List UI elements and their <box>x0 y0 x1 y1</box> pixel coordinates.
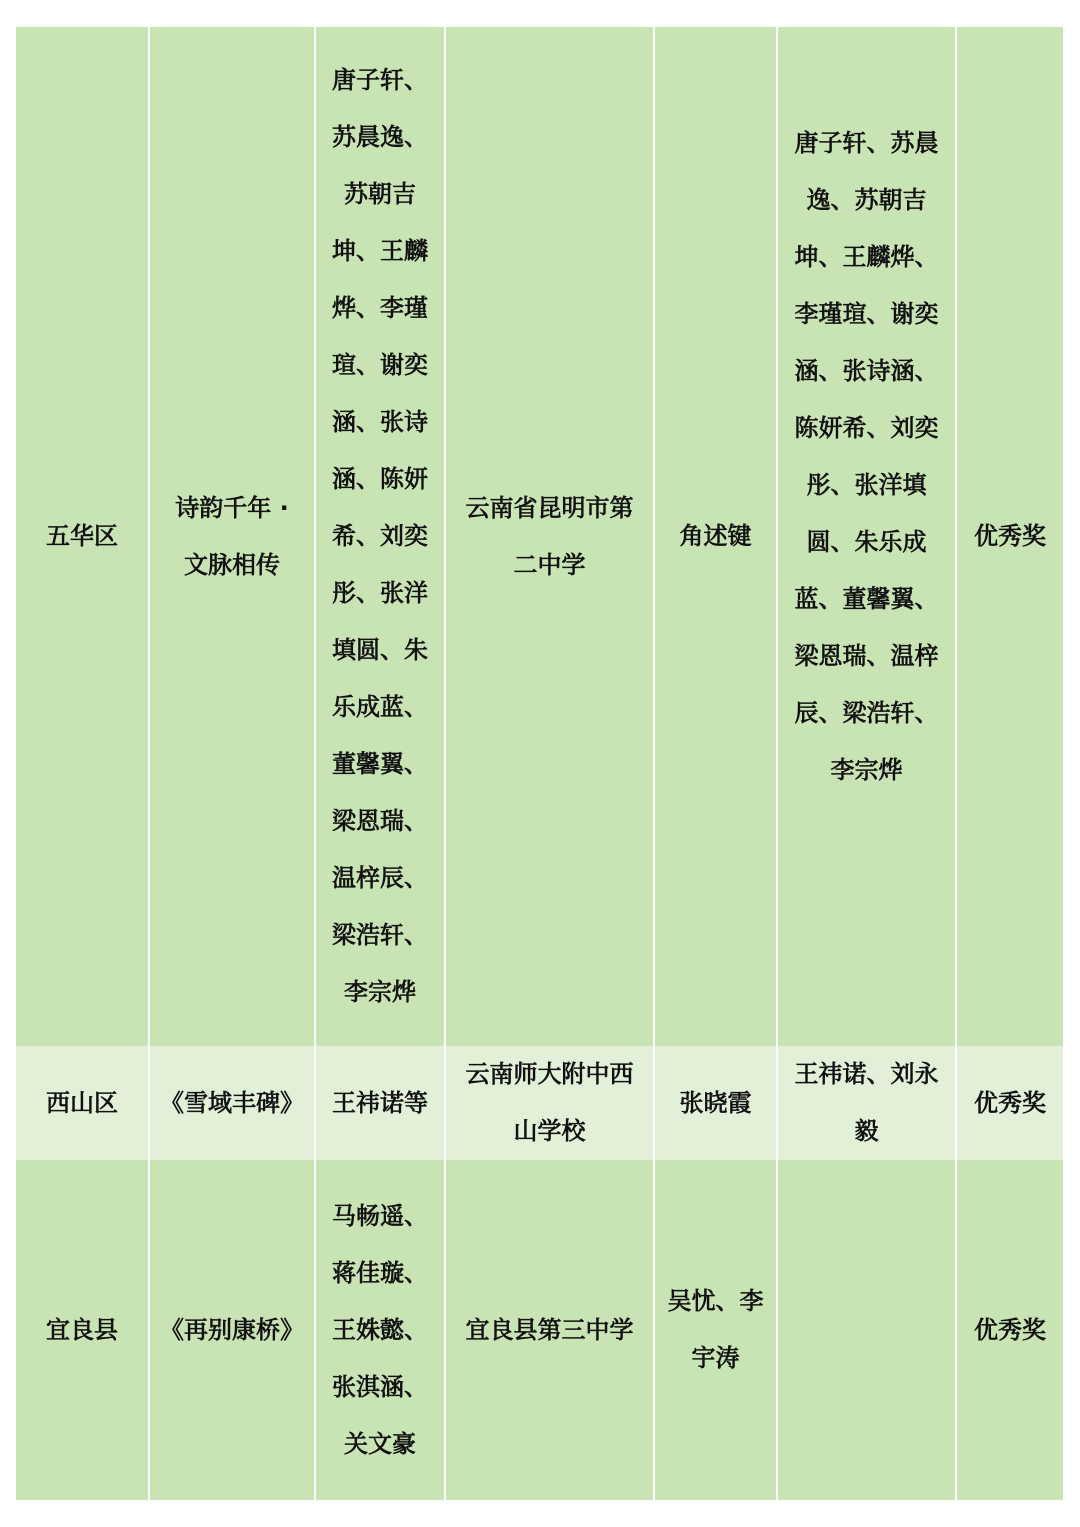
awards-table <box>16 27 1063 1500</box>
school-cell: 云南省昆明市第二中学 <box>445 27 654 1046</box>
district-cell: 宜良县 <box>16 1160 149 1500</box>
award-cell: 优秀奖 <box>956 1160 1063 1500</box>
authors-cell: 王祎诺、刘永毅 <box>777 1046 956 1160</box>
table-row <box>16 1046 1063 1160</box>
teacher-cell: 角述键 <box>654 27 777 1046</box>
district-cell: 西山区 <box>16 1046 149 1160</box>
authors-cell <box>777 1160 956 1500</box>
members-cell: 王祎诺等 <box>315 1046 445 1160</box>
table-row <box>16 27 1063 1046</box>
members-cell: 马畅遥、蒋佳璇、王姝懿、张淇涵、关文豪 <box>315 1160 445 1500</box>
table-row <box>16 1160 1063 1500</box>
district-cell: 五华区 <box>16 27 149 1046</box>
work-title-cell: 诗韵千年 · 文脉相传 <box>149 27 315 1046</box>
teacher-cell: 张晓霞 <box>654 1046 777 1160</box>
teacher-cell: 吴忧、李宇涛 <box>654 1160 777 1500</box>
authors-cell: 唐子轩、苏晨逸、苏朝吉坤、王麟烨、李瑾瑄、谢奕涵、张诗涵、陈妍希、刘奕彤、张洋填圆、朱乐成蓝、董馨翼、梁恩瑞、温梓辰、梁浩轩、李宗烨 <box>777 27 956 1046</box>
award-cell: 优秀奖 <box>956 1046 1063 1160</box>
work-title-cell: 《雪域丰碑》 <box>149 1046 315 1160</box>
school-cell: 宜良县第三中学 <box>445 1160 654 1500</box>
work-title-cell: 《再别康桥》 <box>149 1160 315 1500</box>
members-cell: 唐子轩、苏晨逸、苏朝吉坤、王麟烨、李瑾瑄、谢奕涵、张诗涵、陈妍希、刘奕彤、张洋填圆、朱乐成蓝、董馨翼、梁恩瑞、温梓辰、梁浩轩、李宗烨 <box>315 27 445 1046</box>
school-cell: 云南师大附中西山学校 <box>445 1046 654 1160</box>
award-cell: 优秀奖 <box>956 27 1063 1046</box>
